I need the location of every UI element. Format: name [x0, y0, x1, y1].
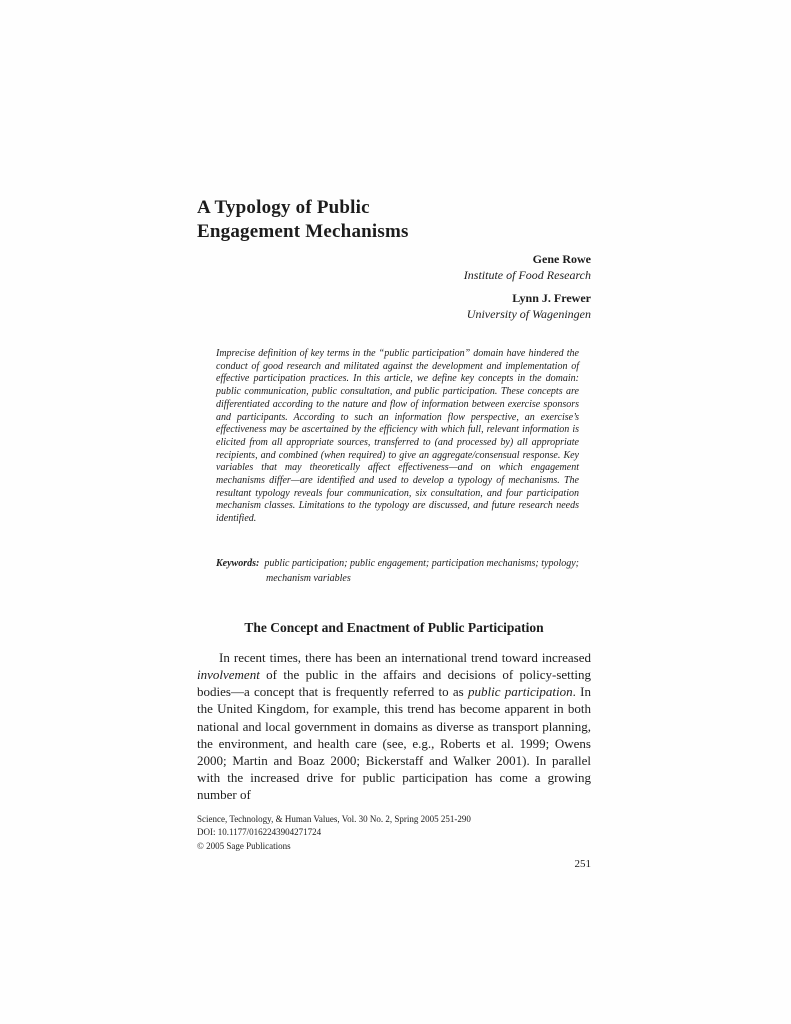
journal-footer-doi: DOI: 10.1177/0162243904271724 [197, 827, 322, 838]
journal-footer-citation: Science, Technology, & Human Values, Vol. 30 No. 2, Spring 2005 251-290 [197, 813, 471, 824]
keywords-text: public participation; public engagement; participation mechanisms; typology; mechanism variables [264, 557, 580, 584]
page-number: 251 [574, 858, 591, 871]
author-2-name: Lynn J. Frewer [512, 291, 591, 305]
keywords-block [216, 556, 579, 586]
author-block [197, 251, 591, 322]
author-2-affiliation: University of Wageningen [466, 307, 591, 321]
section-heading: The Concept and Enactment of Public Participation [244, 619, 544, 635]
article-title-line-1: A Typology of Public [197, 197, 370, 218]
page-content [197, 196, 591, 870]
keywords-label: Keywords: [216, 557, 260, 569]
author-1 [197, 251, 591, 283]
article-title-line-2: Engagement Mechanisms [197, 221, 409, 242]
author-1-affiliation: Institute of Food Research [463, 268, 591, 282]
abstract-text: Imprecise definition of key terms in the “public participation” domain have hindered the conduct of good research and militated against the development and implementation of effective participation practices. In this article, we define key concepts in the domain: public communication, public consultation, and public participation. These concepts are differentiated according to the nature and flow of information between exercise sponsors and participants. According to such an information flow perspective, an exercise’s effectiveness may be ascertained by the efficiency with which full, relevant information is elicited from all appropriate sources, transferred to (and processed by) all appropriate recipients, and combined (when required) to give an aggregate/consensual response. Key variables that may theoretically affect effectiveness—and on which engagement mechanisms differ—are identified and used to develop a typology of mechanisms. The resultant typology reveals four communication, six consultation, and four participation mechanism classes. Limitations to the typology are discussed, and future research needs identified. [216, 348, 579, 525]
journal-footer-copyright: © 2005 Sage Publications [197, 840, 291, 851]
article-title [197, 196, 591, 244]
body-paragraph: In recent times, there has been an international trend toward increased involvement of the public in the affairs and decisions of policy-setting bodies—a concept that is frequently referred to as public participation. In the United Kingdom, for example, this trend has become apparent in both national and local government in domains as diverse as transport planning, the environment, and health care (see, e.g., Roberts et al. 1999; Owens 2000; Martin and Boaz 2000; Bickerstaff and Walker 2001). In parallel with the increased drive for public participation has come a growing number of [197, 649, 591, 803]
journal-footer [197, 813, 591, 854]
author-1-name: Gene Rowe [532, 252, 591, 266]
author-2 [197, 290, 591, 322]
